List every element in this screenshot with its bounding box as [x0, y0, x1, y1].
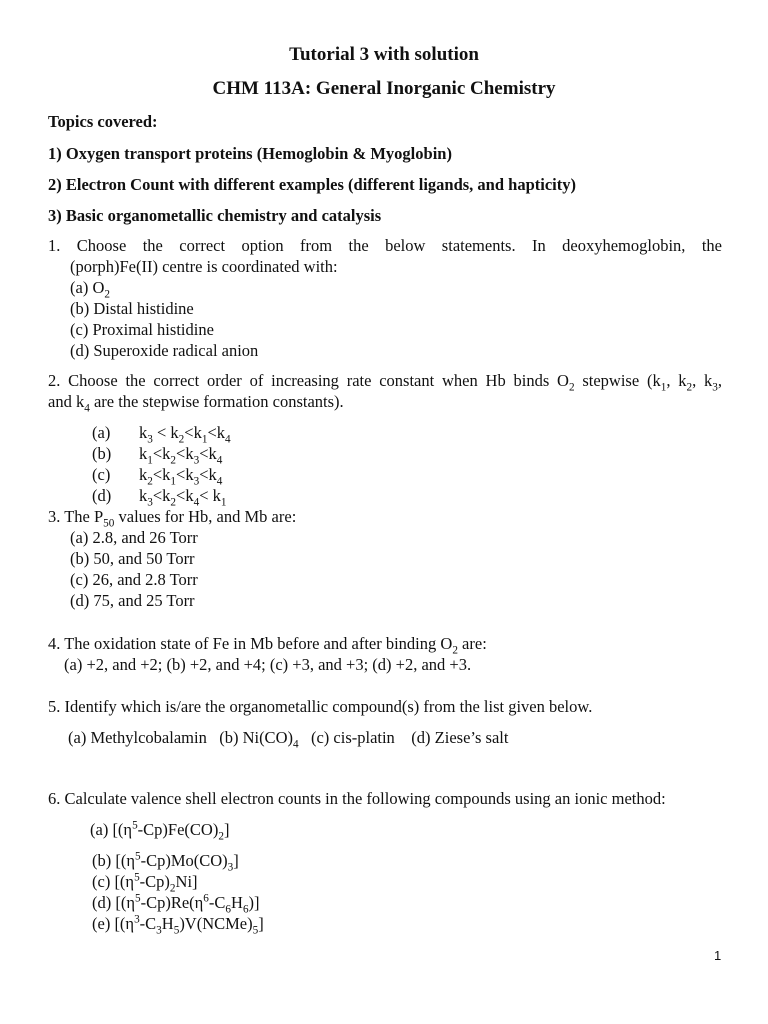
q2-option-b: (b) $k_1<k_2<k_3<k_4$	[92, 444, 223, 467]
q1-stem-line1: 1. Choose the correct option from the below statements. In deoxyhemoglobin, the	[48, 236, 722, 255]
subscript: 2	[104, 288, 110, 301]
topic-item: 2) Electron Count with different examples (different ligands, and hapticity)	[48, 175, 576, 194]
q1-stem-line2: (porph)Fe(II) centre is coordinated with:	[70, 257, 338, 276]
q2-option-a: (a) $k_3 < k_2<k_1<k_4$	[92, 423, 231, 446]
option-text: O	[92, 278, 105, 297]
topic-item: 3) Basic organometallic chemistry and catalysis	[48, 206, 382, 225]
page-number: 1	[714, 948, 722, 963]
q1-option-a	[70, 278, 110, 301]
q3-option-b: (b) 50, and 50 Torr	[70, 549, 195, 568]
q6-stem: 6. Calculate valence shell electron counts in the following compounds using an ionic method:	[48, 789, 666, 808]
q2-option-c: (c) $k_2<k_1<k_3<k_4$	[92, 465, 223, 488]
q6-item-c: (c) $[(\eta^5-Cp)_2Ni]$	[92, 871, 198, 895]
q1-option-d: (d) Superoxide radical anion	[70, 341, 259, 360]
q3-stem: 3. The $P_{50}$ values for Hb, and Mb are:	[48, 507, 297, 530]
q5-options: (a) Methylcobalamin (b) $Ni(CO)_4$ (c) cis-platin (d) Ziese’s salt	[68, 728, 509, 751]
q6-item-a: (a) $[(\eta^5-Cp)Fe(CO)_2]$	[90, 819, 230, 843]
q3-option-d: (d) 75, and 25 Torr	[70, 591, 195, 610]
q4-answers: (a) +2, and +2; (b) +2, and +4; (c) +3, and +3; (d) +2, and +3.	[64, 655, 472, 674]
document-title: Tutorial 3 with solution	[289, 44, 479, 65]
q3-option-c: (c) 26, and 2.8 Torr	[70, 570, 198, 589]
q1-option-c: (c) Proximal histidine	[70, 320, 214, 339]
q2-stem-line1: 2. Choose the correct order of increasing rate constant when Hb binds $O_2$ stepwise ($k_1$, $k_2$, $k_3$,	[48, 371, 723, 394]
option-label: (a)	[70, 278, 89, 297]
q4-stem: 4. The oxidation state of Fe in Mb before and after binding $O_2$ are:	[48, 634, 487, 657]
q2-stem-line2: and $k_4$ are the stepwise formation constants).	[48, 392, 344, 415]
q3-option-a: (a) 2.8, and 26 Torr	[70, 528, 198, 547]
course-title: CHM 113A: General Inorganic Chemistry	[212, 78, 556, 99]
q6-item-b: (b) $[(\eta^5-Cp)Mo(CO)_3]$	[92, 850, 239, 874]
topic-item: 1) Oxygen transport proteins (Hemoglobin & Myoglobin)	[48, 144, 452, 163]
q6-item-e: (e) $[(\eta^3-C_3H_5)V(NCMe)_5]$	[92, 913, 264, 937]
q1-option-b: (b) Distal histidine	[70, 299, 194, 318]
q2-option-d: (d) $k_3<k_2<k_4< k_1$	[92, 486, 227, 509]
q5-stem: 5. Identify which is/are the organometallic compound(s) from the list given below.	[48, 697, 593, 716]
topics-heading: Topics covered:	[48, 112, 158, 131]
q6-item-d: (d) $[(\eta^5-Cp)Re(\eta^6-C_6H_6)]$	[92, 892, 260, 916]
